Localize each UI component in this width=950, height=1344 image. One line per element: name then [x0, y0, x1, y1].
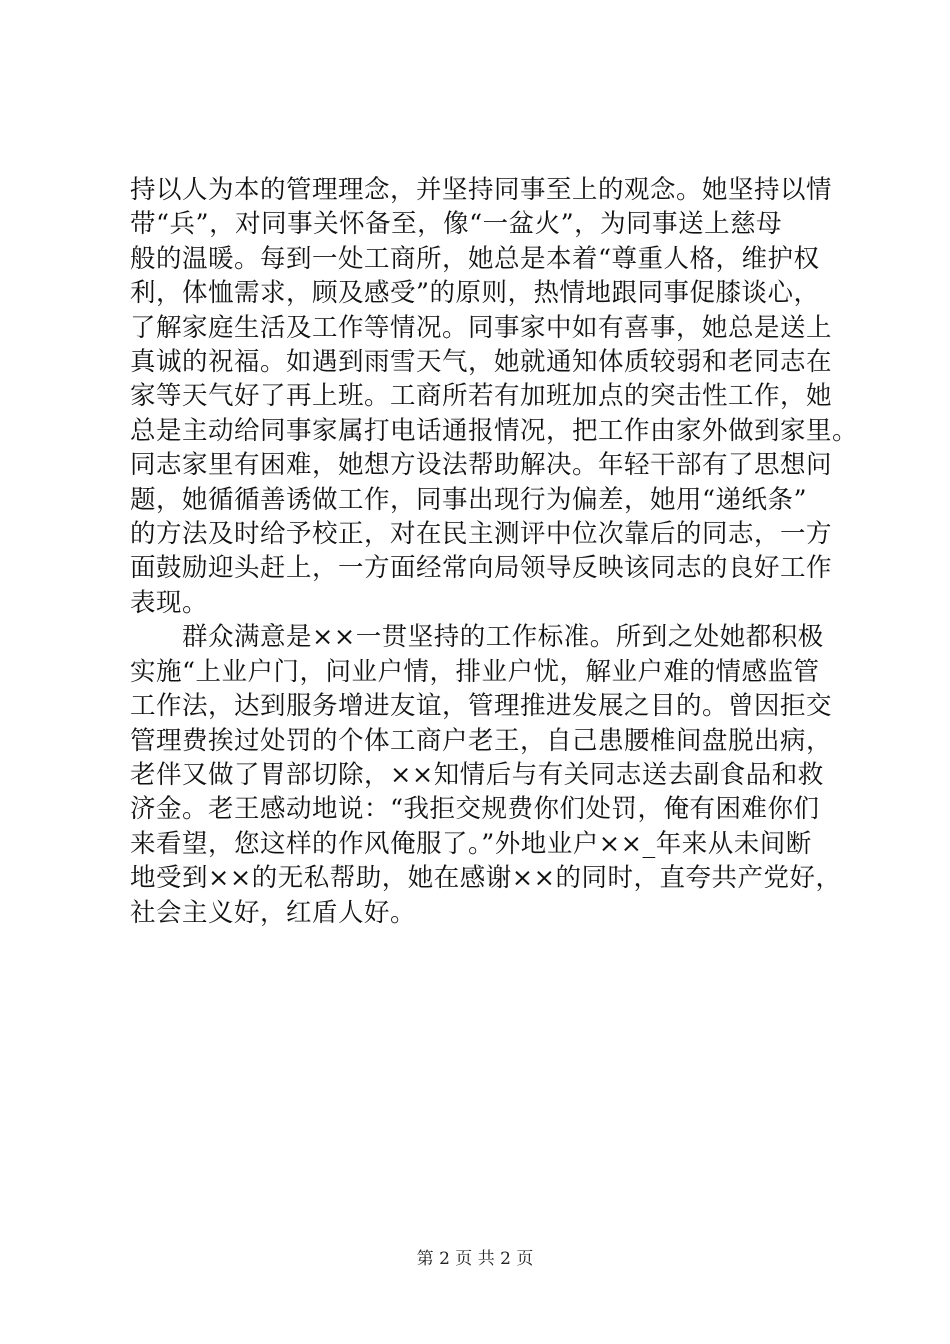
text-line: 利，体恤需求，顾及感受”的原则，热情地跟同事促膝谈心， — [130, 278, 820, 309]
page-number-footer: 第 2 页 共 2 页 — [416, 1249, 534, 1269]
text-line: 总是主动给同事家属打电话通报情况，把工作由家外做到家里。 — [130, 415, 859, 446]
text-line: 群众满意是××一贯坚持的工作标准。所到之处她都积极 — [130, 622, 824, 653]
text-line: 持以人为本的管理理念，并坚持同事至上的观念。她坚持以情 — [130, 175, 833, 205]
text-line: 社会主义好，红盾人好。 — [130, 897, 417, 928]
text-line: 带“兵”，对同事关怀备至，像“一盆火”，为同事送上慈母 — [130, 209, 783, 240]
text-line: 真诚的祝福。如遇到雨雪天气，她就通知体质较弱和老同志在 — [130, 347, 833, 378]
text-line: 实施“上业户门，问业户情，排业户忧，解业户难的情感监管 — [130, 656, 820, 687]
body-text — [130, 173, 859, 930]
text-line: 表现。 — [130, 587, 209, 618]
text-line: 管理费挨过处罚的个体工商户老王，自己患腰椎间盘脱出病， — [130, 725, 833, 756]
text-line: 题，她循循善诱做工作，同事出现行为偏差，她用“递纸条” — [130, 484, 808, 515]
text-line: 来看望，您这样的作风俺服了。”外地业户××_年来从未间断 — [130, 828, 812, 859]
text-line: 地受到××的无私帮助，她在感谢××的同时，直夸共产党好， — [130, 863, 842, 894]
text-line: 家等天气好了再上班。工商所若有加班加点的突击性工作，她 — [130, 381, 833, 412]
text-line: 工作法，达到服务增进友谊，管理推进发展之目的。曾因拒交 — [130, 691, 833, 722]
text-line: 了解家庭生活及工作等情况。同事家中如有喜事，她总是送上 — [130, 312, 833, 343]
text-line: 济金。老王感动地说：“我拒交规费你们处罚，俺有困难你们 — [130, 794, 820, 825]
text-line: 同志家里有困难，她想方设法帮助解决。年轻干部有了思想问 — [130, 450, 833, 481]
text-line: 般的温暖。每到一处工商所，她总是本着“尊重人格，维护权 — [130, 243, 820, 274]
text-line: 老伴又做了胃部切除，××知情后与有关同志送去副食品和救 — [130, 759, 824, 790]
text-line: 的方法及时给予校正，对在民主测评中位次靠后的同志，一方 — [130, 519, 833, 550]
text-line: 面鼓励迎头赶上，一方面经常向局领导反映该同志的良好工作 — [130, 553, 833, 584]
